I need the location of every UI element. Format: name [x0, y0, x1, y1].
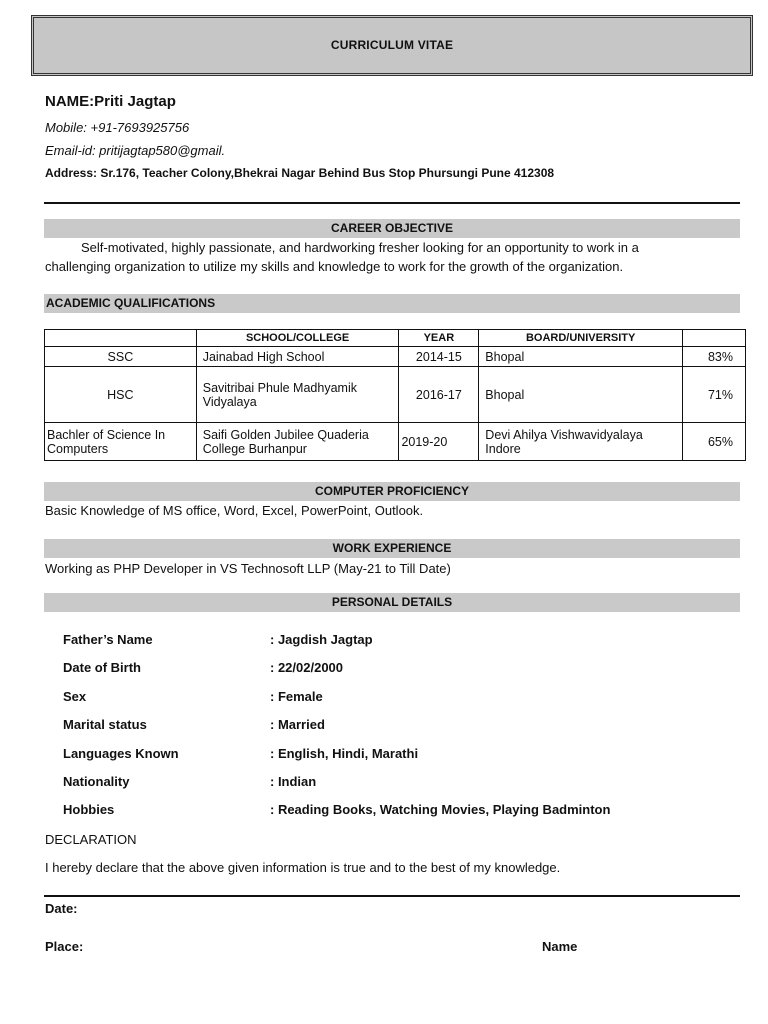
academic-table: [44, 329, 746, 461]
detail-value-sex: : Female: [270, 689, 323, 704]
detail-value-nationality: : Indian: [270, 774, 317, 789]
cell-board: Devi Ahilya Vishwavidyalaya Indore: [479, 423, 683, 461]
academic-heading: ACADEMIC QUALIFICATIONS: [44, 294, 740, 313]
computer-proficiency-text: Basic Knowledge of MS office, Word, Excel, PowerPoint, Outlook.: [45, 503, 424, 518]
name-value: Priti Jagtap: [94, 93, 176, 110]
table-row: [45, 347, 746, 367]
title-box: [31, 15, 753, 76]
declaration-text: I hereby declare that the above given information is true and to the best of my knowledge.: [45, 860, 561, 875]
detail-label-sex: Sex: [63, 689, 87, 704]
col-header-board: BOARD/UNIVERSITY: [479, 330, 683, 347]
col-header-percentage: [683, 330, 746, 347]
personal-details-heading: PERSONAL DETAILS: [44, 593, 740, 612]
career-objective-line2: challenging organization to utilize my skills and knowledge to work for the growth of the organization.: [45, 259, 624, 274]
cell-course: SSC: [45, 347, 197, 367]
work-experience-heading: WORK EXPERIENCE: [44, 539, 740, 558]
detail-value-father: : Jagdish Jagtap: [270, 632, 373, 647]
detail-label-languages: Languages Known: [63, 746, 179, 761]
address: Address: Sr.176, Teacher Colony,Bhekrai Nagar Behind Bus Stop Phursungi Pune 412308: [45, 166, 555, 180]
col-header-year: YEAR: [399, 330, 479, 347]
cell-board: Bhopal: [479, 367, 683, 423]
name-label: NAME:: [45, 93, 95, 110]
cell-percentage: 83%: [683, 347, 746, 367]
detail-value-marital: : Married: [270, 717, 325, 732]
cell-percentage: 65%: [683, 423, 746, 461]
place-label: Place:: [45, 939, 84, 954]
detail-label-nationality: Nationality: [63, 774, 130, 789]
cell-school: Jainabad High School: [196, 347, 399, 367]
table-row: [45, 367, 746, 423]
cell-year: 2019-20: [399, 423, 479, 461]
work-experience-text: Working as PHP Developer in VS Technosoft LLP (May-21 to Till Date): [45, 561, 451, 576]
computer-proficiency-heading: COMPUTER PROFICIENCY: [44, 482, 740, 501]
detail-value-dob: : 22/02/2000: [270, 660, 344, 675]
detail-label-dob: Date of Birth: [63, 660, 141, 675]
cell-school: Savitribai Phule Madhyamik Vidyalaya: [196, 367, 399, 423]
table-row: [45, 423, 746, 461]
detail-value-languages: : English, Hindi, Marathi: [270, 746, 419, 761]
signature-name-label: Name: [542, 939, 578, 954]
cell-board: Bhopal: [479, 347, 683, 367]
career-objective-heading: CAREER OBJECTIVE: [44, 219, 740, 238]
detail-value-hobbies: : Reading Books, Watching Movies, Playing Badminton: [270, 802, 611, 817]
col-header-course: [45, 330, 197, 347]
col-header-school: SCHOOL/COLLEGE: [196, 330, 399, 347]
cell-course: HSC: [45, 367, 197, 423]
detail-label-marital: Marital status: [63, 717, 147, 732]
cell-year: 2016-17: [399, 367, 479, 423]
cell-school: Saifi Golden Jubilee Quaderia College Burhanpur: [196, 423, 399, 461]
academic-table-header: [45, 330, 746, 347]
declaration-heading: DECLARATION: [45, 832, 137, 847]
cell-year: 2014-15: [399, 347, 479, 367]
cell-course: Bachler of Science In Computers: [45, 423, 197, 461]
career-objective-line1: Self-motivated, highly passionate, and hardworking fresher looking for an opportunity to work in a: [81, 240, 639, 255]
email-id: Email-id: pritijagtap580@gmail.: [45, 143, 226, 158]
detail-label-hobbies: Hobbies: [63, 802, 115, 817]
divider-top: [44, 202, 740, 204]
document-title: CURRICULUM VITAE: [330, 38, 454, 52]
divider-bottom: [44, 895, 740, 897]
candidate-name: [45, 93, 176, 110]
date-label: Date:: [45, 901, 78, 916]
detail-label-father: Father’s Name: [63, 632, 153, 647]
cell-percentage: 71%: [683, 367, 746, 423]
mobile-number: Mobile: +91-7693925756: [45, 120, 190, 135]
